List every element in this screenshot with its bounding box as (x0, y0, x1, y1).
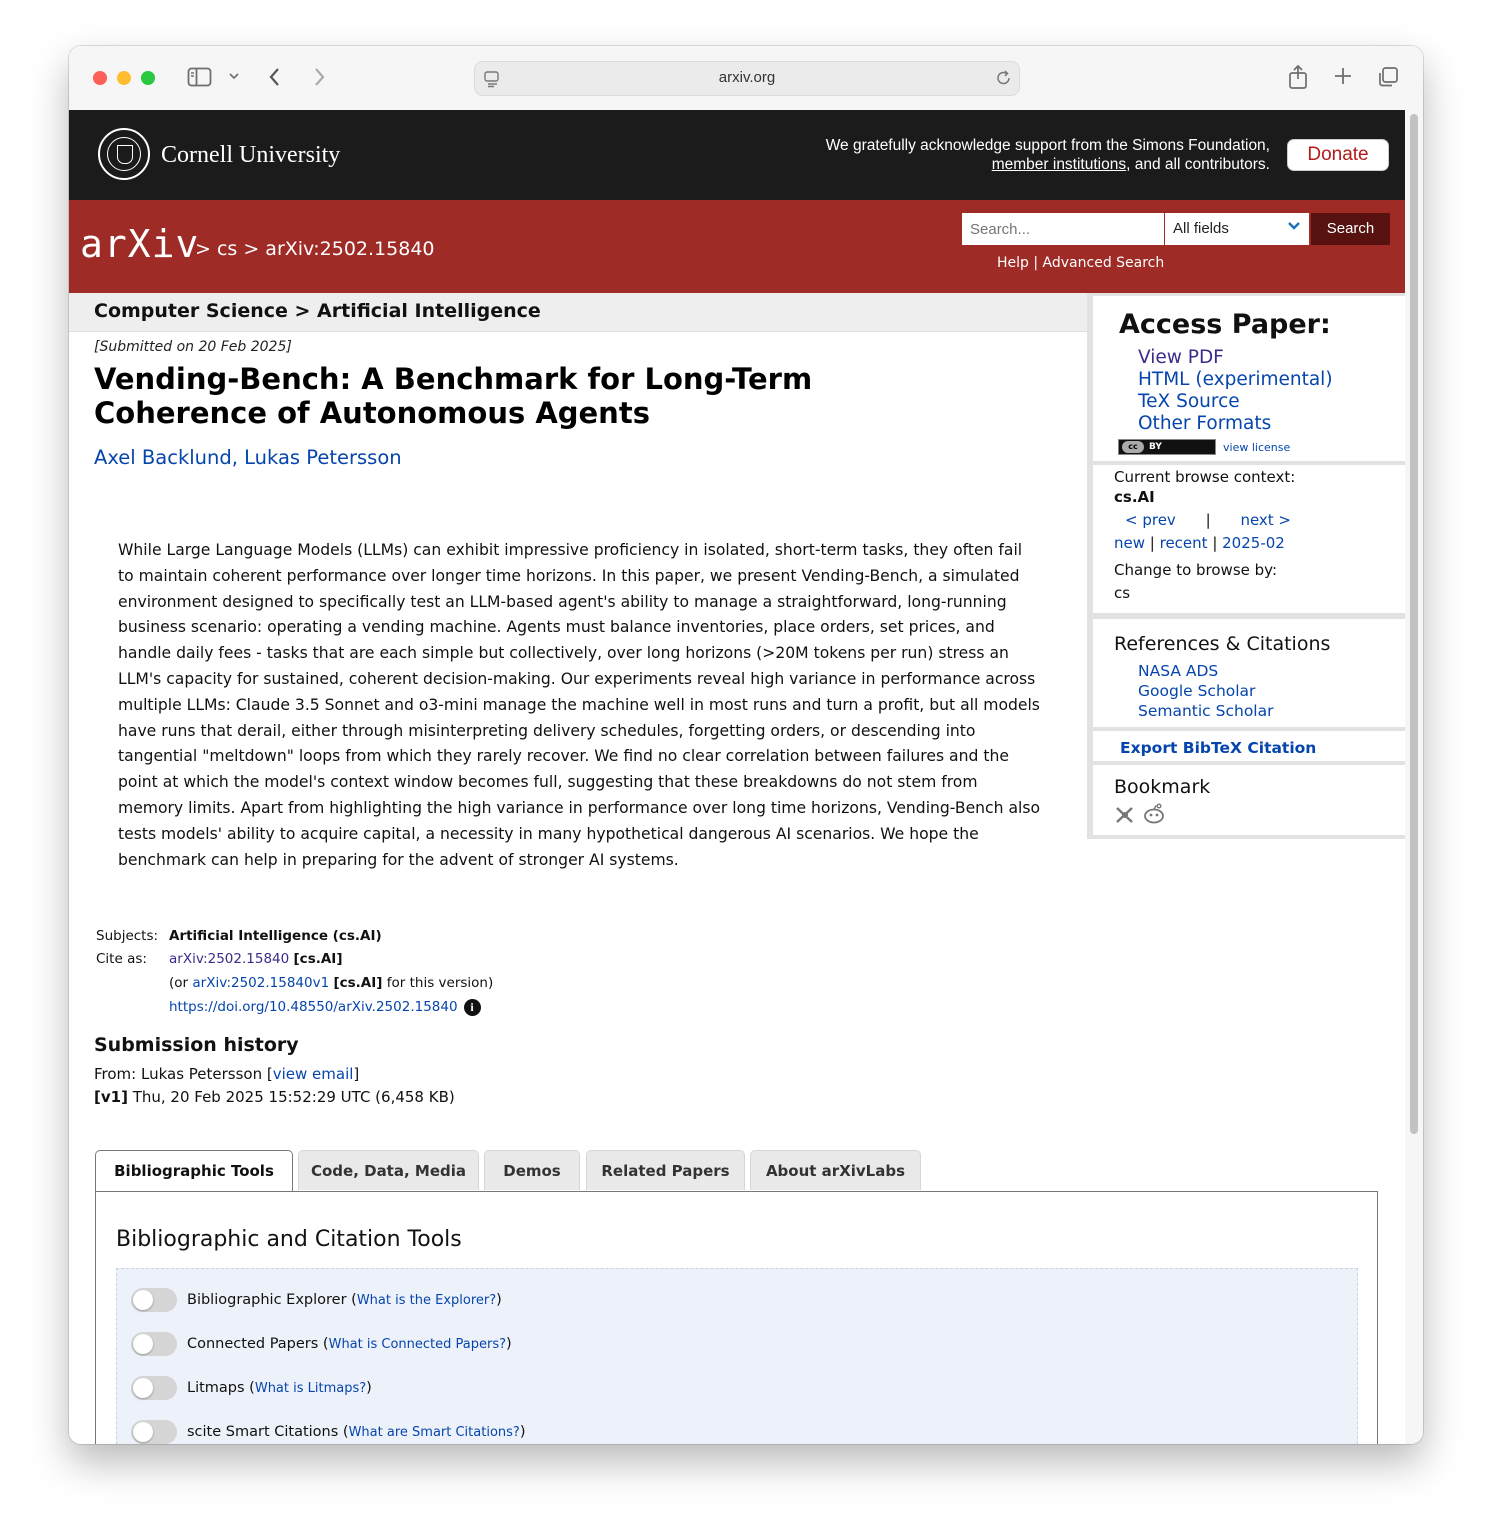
address-bar[interactable] (474, 61, 1020, 96)
from-prefix: From: Lukas Petersson [ (94, 1065, 273, 1083)
version-suffix: for this version) (382, 975, 494, 991)
references-links (1138, 661, 1273, 721)
tab-related-papers[interactable]: Related Papers (586, 1150, 745, 1190)
tools-box (116, 1268, 1358, 1444)
member-institutions-link[interactable]: member institutions (991, 156, 1127, 173)
toggle-label: Bibliographic Explorer (187, 1292, 347, 1308)
search-input[interactable] (962, 213, 1164, 245)
close-window-button[interactable] (93, 71, 107, 85)
author-list (94, 446, 402, 469)
references-heading: References & Citations (1114, 633, 1331, 655)
chevron-down-icon[interactable] (228, 68, 240, 87)
browser-toolbar (69, 46, 1423, 111)
help-links (997, 255, 1164, 271)
subject-header (69, 293, 1087, 332)
zoom-window-button[interactable] (141, 71, 155, 85)
support-line-2: , and all contributors. (1126, 156, 1270, 173)
submitted-date: [Submitted on 20 Feb 2025] (94, 339, 292, 355)
forward-icon[interactable] (311, 66, 327, 92)
page-content (69, 110, 1405, 1444)
listing-links: new | recent | 2025-02 (1114, 534, 1285, 552)
breadcrumb[interactable]: > cs > arXiv:2502.15840 (195, 238, 435, 260)
bibliographic-explorer-toggle[interactable] (131, 1288, 177, 1312)
search-field-value: All fields (1173, 220, 1229, 237)
tab-demos[interactable]: Demos (484, 1150, 580, 1190)
scrollbar[interactable] (1405, 110, 1423, 1444)
references-box (1087, 617, 1405, 731)
arxiv-logo-text: arXiv (80, 222, 200, 266)
arxiv-header (69, 200, 1405, 293)
support-line-1: We gratefully acknowledge support from the Simons Foundation, (825, 137, 1270, 154)
from-suffix: ] (353, 1065, 360, 1083)
semantic-scholar-link[interactable]: Semantic Scholar (1138, 702, 1274, 720)
submission-from (94, 1065, 359, 1083)
bookmark-box (1087, 765, 1405, 839)
chevron-down-icon (1287, 219, 1301, 236)
support-text (826, 136, 1270, 174)
advanced-search-link[interactable]: Advanced Search (1042, 255, 1165, 271)
share-icon[interactable] (1287, 64, 1309, 94)
toggle-row-litmaps: Litmaps (What is Litmaps?) (131, 1376, 372, 1400)
toggle-label: Litmaps (187, 1380, 245, 1396)
help-link[interactable]: What is Connected Papers? (328, 1337, 507, 1352)
reddit-icon[interactable] (1142, 809, 1166, 830)
help-link[interactable]: What are Smart Citations? (348, 1425, 520, 1440)
cc-by-text: BY (1149, 442, 1162, 452)
cornell-seal-icon[interactable] (98, 128, 150, 180)
tab-panel-heading: Bibliographic and Citation Tools (116, 1227, 462, 1252)
cite-or-prefix: (or (169, 975, 193, 991)
prev-next-separator: | (1205, 511, 1211, 529)
toggle-row-scite: scite Smart Citations (What are Smart Citations?) (131, 1420, 525, 1444)
help-separator: | (1033, 255, 1039, 271)
connected-papers-toggle[interactable] (131, 1332, 177, 1356)
view-email-link[interactable]: view email (272, 1065, 354, 1083)
litmaps-toggle[interactable] (131, 1376, 177, 1400)
abstract: While Large Language Models (LLMs) can exhibit impressive proficiency in isolated, short-term tasks, they often fail to maintain coherent performance over longer time horizons. In this paper, we present Vending-Bench, a simulated environment designed to specifically test an LLM-based agent's ability to manage a straightforward, long-running business scenario: operating a vending machine. Agents must balance inventories, place orders, set prices, and handle daily fees - tasks that are each simple but collectively, over long horizons (>20M tokens per run) stress an LLM's capacity for sustained, coherent decision-making. Our experiments reveal high variance in performance across multiple LLMs: Claude 3.5 Sonnet and o3-mini manage the machine well in most runs and turn a profit, but all models have runs that derail, either through misinterpreting delivery schedules, forgetting orders, or descending into tangential "meltdown" loops from which they rarely recover. We find no clear correlation between failures and the point at which the model's context window becomes full, suggesting that these breakdowns do not stem from memory limits. Apart from highlighting the high variance in performance over long time horizons, Vending-Bench also tests models' ability to acquire capital, a necessity in many hypothetical dangerous AI scenarios. We hope the benchmark can help in preparing for the advent of stronger AI systems. (118, 541, 1041, 869)
cc-logo: cc (1122, 441, 1144, 453)
subjects-value: Artificial Intelligence (cs.AI) (169, 928, 382, 944)
recent-link[interactable]: recent (1159, 534, 1208, 552)
toggle-row-connected-papers: Connected Papers (What is Connected Papers?) (131, 1332, 512, 1356)
doi-link[interactable]: https://doi.org/10.48550/arXiv.2502.15840 (169, 999, 458, 1015)
prev-next-row (1125, 511, 1291, 529)
nasa-ads-link[interactable]: NASA ADS (1138, 662, 1219, 680)
toggle-row-explorer: Bibliographic Explorer (What is the Explorer?) (131, 1288, 502, 1312)
version-link[interactable]: arXiv:2502.15840v1 (192, 975, 330, 991)
arxiv-logo[interactable] (80, 222, 199, 266)
tex-source-link[interactable]: TeX Source (1138, 391, 1240, 412)
donate-button[interactable]: Donate (1287, 139, 1389, 171)
browser-window (69, 46, 1423, 1444)
bibsonomy-icon[interactable] (1114, 809, 1142, 830)
tab-code-data-media[interactable]: Code, Data, Media (298, 1150, 479, 1190)
access-paper-box (1087, 293, 1405, 465)
cornell-banner (69, 110, 1405, 200)
tab-panel (95, 1191, 1378, 1444)
scite-toggle[interactable] (131, 1420, 177, 1444)
new-tab-icon[interactable] (1333, 66, 1353, 90)
author-link[interactable]: Lukas Petersson (244, 446, 402, 469)
paper-title: Vending-Bench: A Benchmark for Long-Term Coherence of Autonomous Agents (94, 362, 813, 430)
html-link[interactable]: HTML (experimental) (1138, 369, 1333, 390)
author-link[interactable]: Axel Backlund (94, 446, 232, 469)
view-pdf-link[interactable]: View PDF (1138, 347, 1224, 368)
toggle-label: Connected Papers (187, 1336, 319, 1352)
back-icon[interactable] (267, 66, 283, 92)
url-text: arxiv.org (718, 69, 776, 86)
prev-link[interactable]: < prev (1125, 511, 1176, 529)
browse-context-label: Current browse context: (1114, 468, 1296, 486)
submission-history-heading: Submission history (94, 1034, 299, 1056)
tab-bibliographic-tools[interactable]: Bibliographic Tools (95, 1150, 293, 1192)
export-bibtex-link[interactable]: Export BibTeX Citation (1120, 739, 1317, 757)
cc-by-license-badge[interactable] (1118, 439, 1216, 455)
tab-overview-icon[interactable] (1377, 66, 1399, 92)
view-license-link[interactable]: view license (1223, 441, 1291, 454)
sidebar-toggle-icon[interactable] (187, 66, 213, 92)
help-link[interactable]: What is Litmaps? (254, 1381, 367, 1396)
v1-label: [v1] (94, 1088, 128, 1106)
cite-label: Cite as: (96, 951, 147, 967)
search-field-select[interactable] (1165, 213, 1309, 245)
author-separator: , (231, 446, 245, 469)
bookmark-heading: Bookmark (1114, 776, 1211, 798)
help-link[interactable]: Help (997, 255, 1029, 271)
next-link[interactable]: next > (1240, 511, 1292, 529)
info-icon[interactable]: i (464, 999, 481, 1016)
scrollbar-thumb[interactable] (1410, 114, 1418, 1134)
browse-cs-link[interactable]: cs (1114, 584, 1131, 602)
cite-id-link[interactable]: arXiv:2502.15840 (169, 951, 290, 967)
new-link[interactable]: new (1114, 534, 1146, 552)
cornell-name[interactable]: Cornell University (161, 142, 341, 168)
version-tag: [cs.AI] (333, 975, 383, 991)
access-links (1138, 347, 1333, 435)
toggle-label: scite Smart Citations (187, 1424, 339, 1440)
subjects-label: Subjects: (96, 928, 159, 944)
help-link[interactable]: What is the Explorer? (356, 1293, 497, 1308)
google-scholar-link[interactable]: Google Scholar (1138, 682, 1256, 700)
change-browse-label: Change to browse by: (1114, 561, 1278, 579)
subject-header-text: Computer Science > Artificial Intelligence (94, 300, 541, 322)
browse-context-value: cs.AI (1114, 488, 1155, 506)
search-button[interactable]: Search (1311, 213, 1390, 245)
submission-v1 (94, 1088, 455, 1106)
bibtex-box (1087, 731, 1405, 765)
v1-text: Thu, 20 Feb 2025 15:52:29 UTC (6,458 KB) (127, 1088, 455, 1106)
month-link[interactable]: 2025-02 (1222, 534, 1285, 552)
access-paper-heading: Access Paper: (1119, 309, 1331, 340)
cite-tag: [cs.AI] (293, 951, 343, 967)
other-formats-link[interactable]: Other Formats (1138, 413, 1272, 434)
minimize-window-button[interactable] (117, 71, 131, 85)
tab-about-arxivlabs[interactable]: About arXivLabs (750, 1150, 921, 1190)
browse-context-box (1087, 465, 1405, 617)
bookmark-icons (1114, 803, 1166, 830)
reload-icon[interactable] (995, 69, 1013, 91)
